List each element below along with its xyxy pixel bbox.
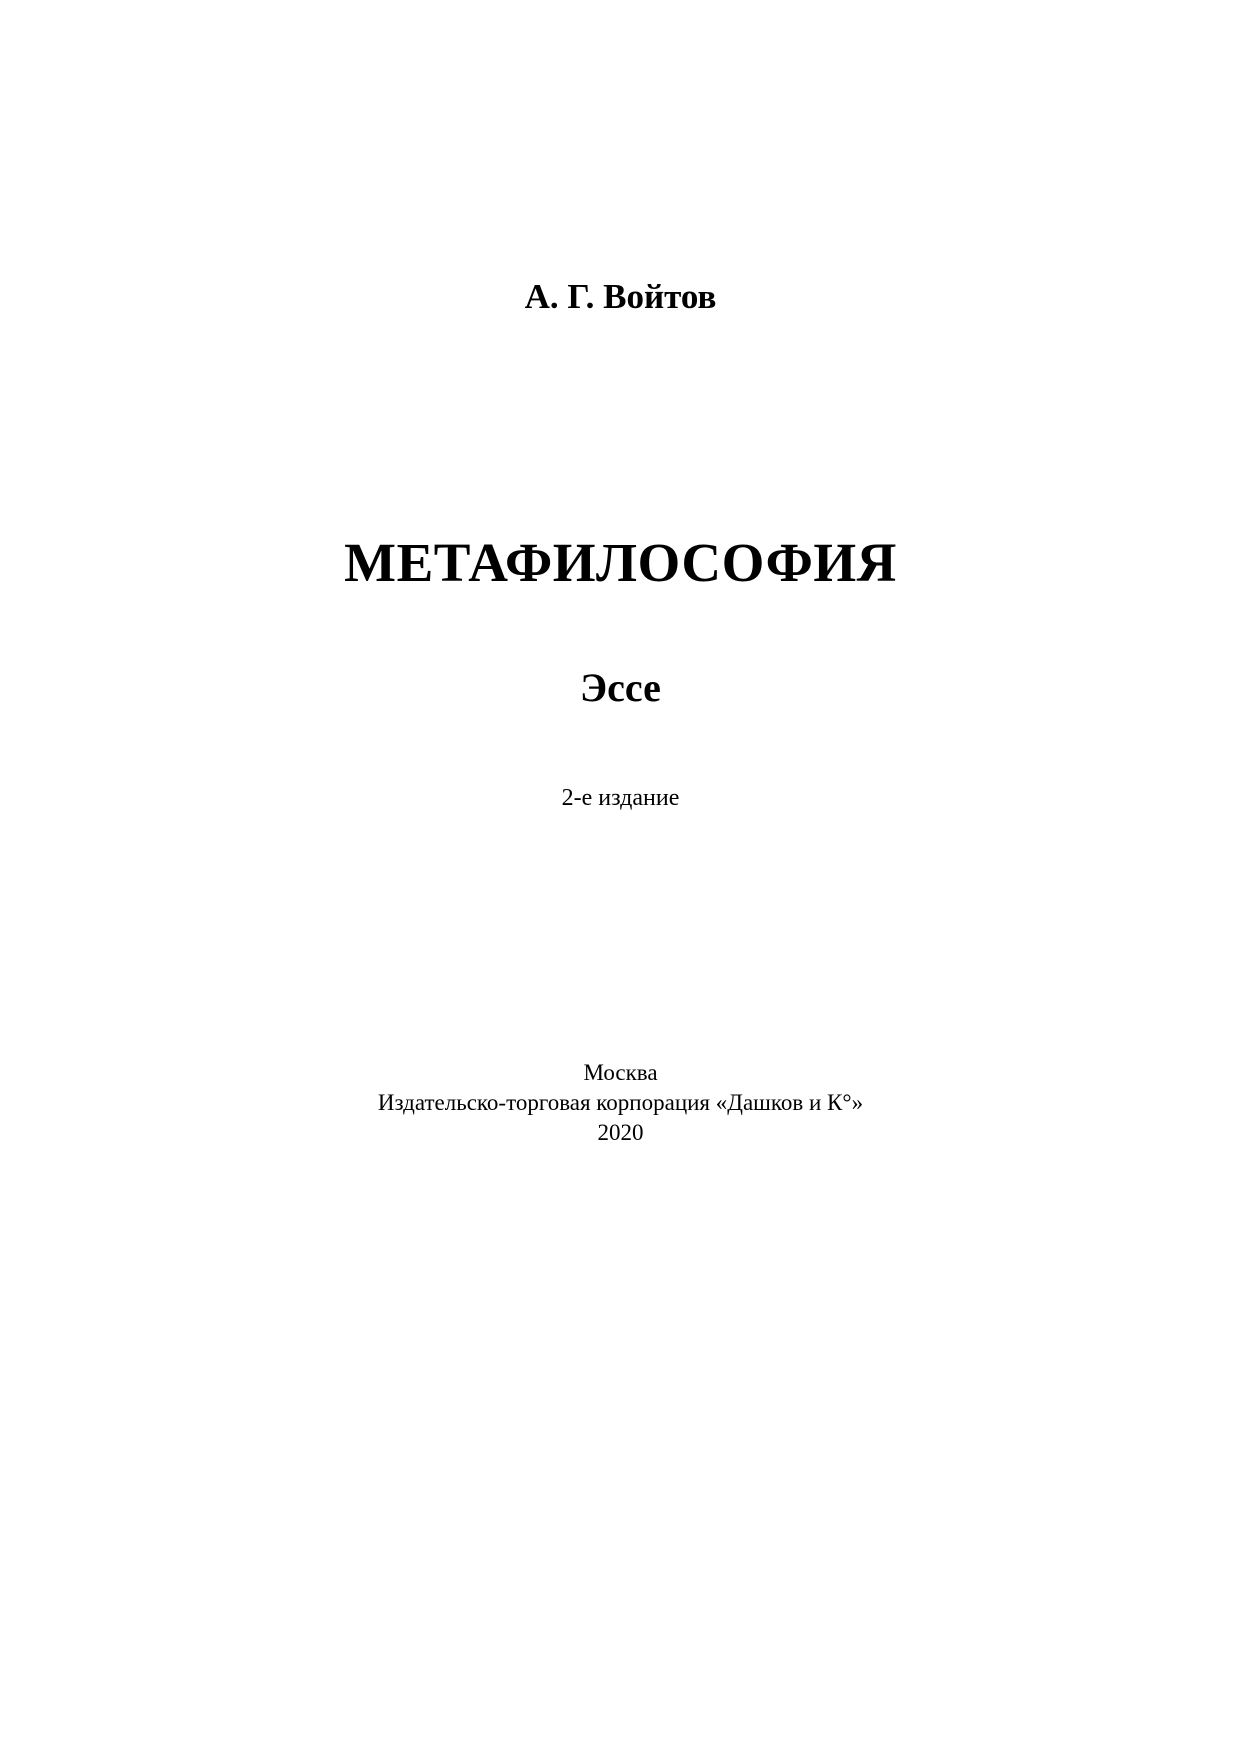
- imprint-block: [0, 1058, 1241, 1148]
- author-name: А. Г. Войтов: [524, 277, 717, 316]
- imprint-year: 2020: [597, 1120, 644, 1145]
- book-genre: Эссе: [580, 665, 661, 710]
- book-title: МЕТАФИЛОСОФИЯ: [344, 532, 897, 593]
- imprint-city: Москва: [583, 1060, 658, 1085]
- edition-label: 2-е издание: [561, 785, 680, 811]
- imprint-publisher: Издательско-торговая корпорация «Дашков и К°»: [377, 1090, 864, 1115]
